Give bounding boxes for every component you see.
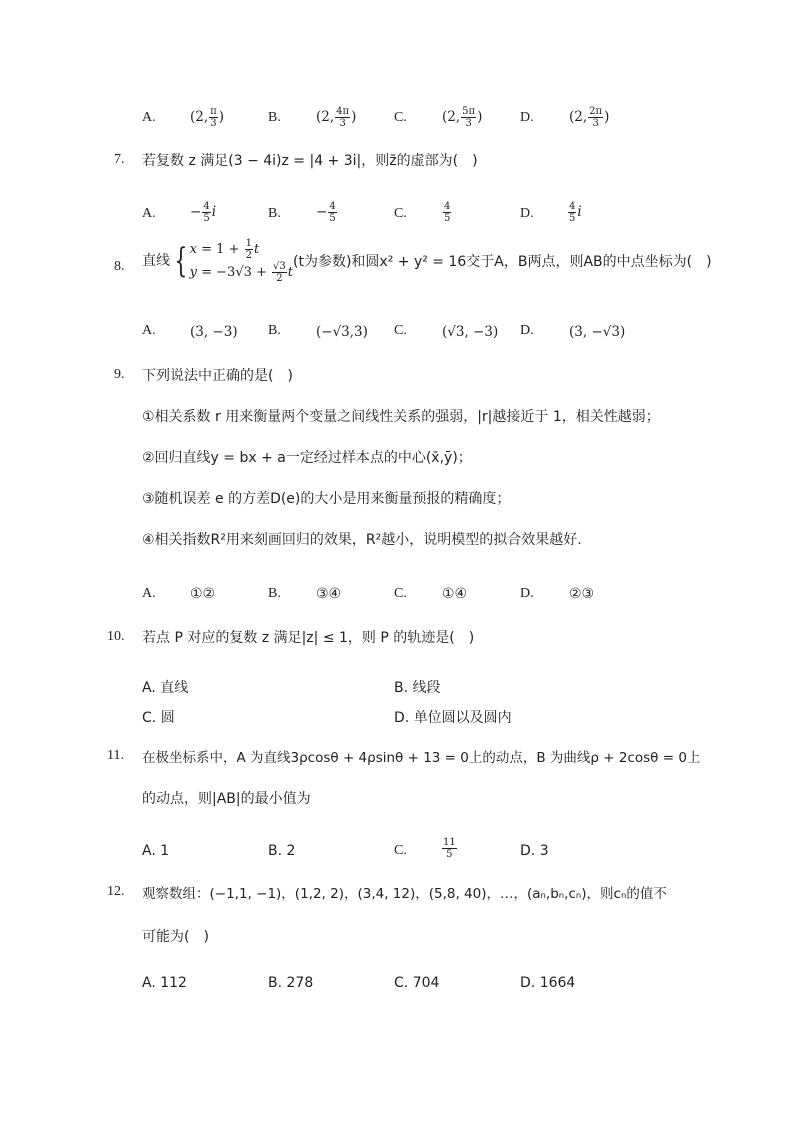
q12-option-b-label: B. [268,975,283,991]
q12-option-a-value: 112 [160,975,187,991]
q11-option-a-label: A. [142,843,156,859]
q8-option-d-value: (3, −√3) [569,324,626,340]
q10-option-b-label: B. [394,680,409,696]
q7-option-b-label: B. [268,206,281,221]
q6-option-b-value: (2, $\frac{4\pi}{3}$ ) [316,106,357,129]
q11-option-d [520,843,549,859]
q12-option-a-label: A. [142,975,156,991]
q9-option-a-label: A. [142,586,156,601]
q12-option-b-value: 278 [286,975,314,991]
q8-system-brace: { [174,241,188,281]
q7-option-d-value: $\frac{4}{5}$ i [569,201,582,224]
q6-option-a-value: (2, $\frac{\pi}{3}$ ) [190,106,225,129]
q7-option-c-label: C. [394,206,407,221]
q7-option-b-value: − $\frac{4}{5}$ [316,201,336,224]
q10-option-b [394,677,441,697]
q6-option-a-label: A. [142,110,156,125]
q9-statement-1: ①相关系数 r 用来衡量两个变量之间线性关系的强弱，|r|越接近于 1，相关性越弱； [142,409,660,425]
q8-option-c-value: (√3, −3) [442,324,499,340]
q6-option-c-label: C. [394,110,407,125]
q10-option-c-value: 圆 [160,710,175,726]
q10-option-a-value: 直线 [160,680,189,696]
q12-option-c [394,975,439,991]
q11-number: 11. [107,748,124,763]
q10-option-b-value: 线段 [412,680,441,696]
q8-option-c-label: C. [394,323,407,338]
q12-option-d [520,975,575,991]
q9-option-a-value: ①② [190,586,216,602]
q9-statement-4: ④相关指数R²用来刻画回归的效果，R²越小，说明模型的拟合效果越好. [142,532,582,548]
q8-parametric-system [190,238,293,284]
q9-option-b-value: ③④ [316,586,342,602]
q11-stem-line-1: 在极坐标系中，A 为直线3ρcosθ + 4ρsinθ + 13 = 0上的动点，B 为曲线ρ + 2cosθ = 0上 [142,750,701,766]
q12-option-d-value: 1664 [539,975,576,991]
q8-system-line-x: x = 1 + $\frac{1}{2}$ t [189,238,260,261]
q9-option-b-label: B. [268,586,281,601]
q10-option-d-label: D. [394,710,410,726]
q11-option-b-label: B. [268,843,283,859]
q9-stem: 下列说法中正确的是( ) [142,368,293,384]
q11-option-b-value: 2 [286,843,296,859]
q8-option-d-label: D. [520,323,534,338]
q11-stem-line-2: 的动点，则|AB|的最小值为 [142,791,311,807]
q10-option-c-label: C. [142,710,157,726]
q11-option-a [142,843,169,859]
q7-option-c-value: $\frac{4}{5}$ [444,201,451,224]
q7-option-a-value: − $\frac{4}{5}$ i [190,201,217,224]
q8-stem-suffix: (t为参数)和圆x² + y² = 16交于A，B两点，则AB的中点坐标为( ) [293,254,712,270]
q8-number: 8. [114,259,125,274]
q8-stem-prefix: 直线 [142,253,170,269]
q11-option-d-value: 3 [539,843,549,859]
q8-stem [142,238,712,284]
q6-option-c-value: (2, $\frac{5\pi}{3}$ ) [442,106,483,129]
q12-number: 12. [107,884,125,899]
q6-option-d-value: (2, $\frac{2\pi}{3}$ ) [569,106,610,129]
q8-option-a-label: A. [142,323,156,338]
q11-option-c-value: $\frac{11}{5}$ [443,837,456,860]
q12-option-a [142,975,187,991]
q12-stem-line-2: 可能为( ) [142,929,209,945]
q6-option-d-label: D. [520,110,534,125]
q8-option-b-label: B. [268,323,281,338]
q6-option-b-label: B. [268,110,281,125]
q10-number: 10. [107,629,125,644]
q8-system-line-y: y = −3√3 + $\frac{√3}{2}$ t [189,261,294,284]
q11-option-d-label: D. [520,843,536,859]
q11-option-c-label: C. [394,843,407,858]
q11-option-a-value: 1 [160,843,170,859]
q9-option-c-value: ①④ [442,586,468,602]
q12-option-b [268,975,313,991]
q8-option-b-value: (−√3,3) [316,324,368,340]
q9-option-d-value: ②③ [569,586,595,602]
q9-number: 9. [114,367,125,382]
q7-option-a-label: A. [142,206,156,221]
q10-option-a [142,677,188,697]
q9-statement-3: ③随机误差 e 的方差D(e)的大小是用来衡量预报的精确度； [142,491,511,507]
q7-stem: 若复数 z 满足(3 − 4i)z = |4 + 3i|，则z̄的虚部为( ) [142,153,478,169]
q12-option-d-label: D. [520,975,536,991]
q9-statement-2: ②回归直线y = bx + a一定经过样本点的中心(x̄,ȳ)； [142,450,472,466]
q10-option-d-value: 单位圆以及圆内 [413,710,512,726]
q10-stem: 若点 P 对应的复数 z 满足|z| ≤ 1，则 P 的轨迹是( ) [142,630,475,646]
q7-number: 7. [114,152,125,167]
q9-option-c-label: C. [394,586,407,601]
q12-option-c-value: 704 [412,975,440,991]
q10-option-c [142,707,175,727]
q12-option-c-label: C. [394,975,409,991]
q7-option-d-label: D. [520,206,534,221]
q8-option-a-value: (3, −3) [190,324,238,340]
q10-option-a-label: A. [142,680,156,696]
q9-option-d-label: D. [520,586,534,601]
q12-stem-line-1: 观察数组：(−1,1, −1)，(1,2, 2)，(3,4, 12)，(5,8, 40)，…，(aₙ,bₙ,cₙ)，则cₙ的值不 [142,886,667,902]
q11-option-b [268,843,295,859]
q10-option-d [394,707,512,727]
